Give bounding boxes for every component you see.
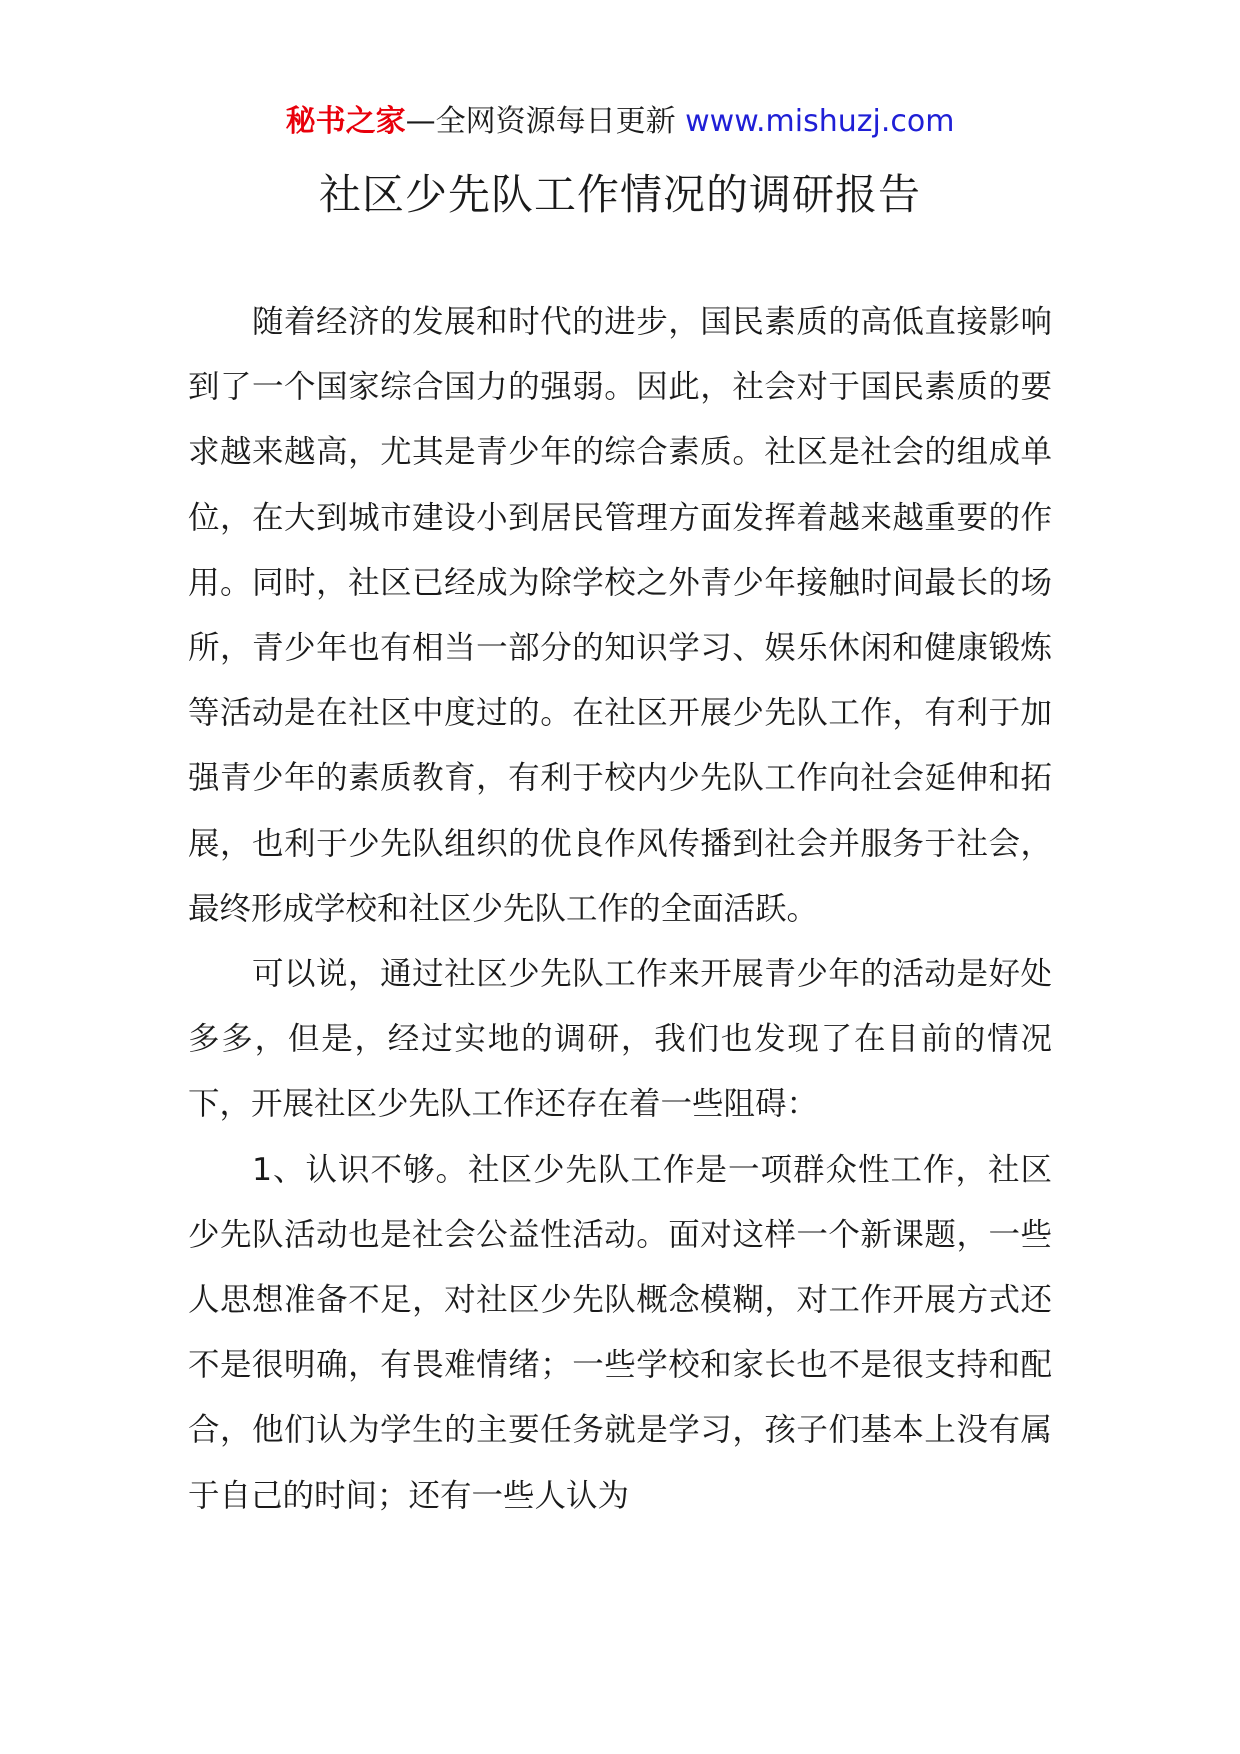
site-brand: 秘书之家: [285, 104, 406, 139]
site-url-link[interactable]: www.mishuzj.com: [685, 104, 955, 139]
paragraph: 随着经济的发展和时代的进步，国民素质的高低直接影响到了一个国家综合国力的强弱。因此，社会对于国民素质的要求越来越高，尤其是青少年的综合素质。社区是社会的组成单位，在大到城市建设小到居民管理方面发挥着越来越重要的作用。同时，社区已经成为除学校之外青少年接触时间最长的场所，青少年也有相当一部分的知识学习、娱乐休闲和健康锻炼等活动是在社区中度过的。在社区开展少先队工作，有利于加强青少年的素质教育，有利于校内少先队工作向社会延伸和拓展，也利于少先队组织的优良作风传播到社会并服务于社会，最终形成学校和社区少先队工作的全面活跃。: [188, 304, 1052, 927]
document-body: [188, 290, 1052, 1529]
paragraph: 1、认识不够。社区少先队工作是一项群众性工作，社区少先队活动也是社会公益性活动。面对这样一个新课题，一些人思想准备不足，对社区少先队概念模糊，对工作开展方式还不是很明确，有畏难情绪；一些学校和家长也不是很支持和配合，他们认为学生的主要任务就是学习，孩子们基本上没有属于自己的时间；还有一些人认为: [188, 1151, 1052, 1514]
document-title: 社区少先队工作情况的调研报告: [318, 170, 921, 219]
site-slogan: —全网资源每日更新: [405, 104, 676, 139]
paragraph: 可以说，通过社区少先队工作来开展青少年的活动是好处多多，但是，经过实地的调研，我们也发现了在目前的情况下，开展社区少先队工作还存在着一些阻碍：: [188, 956, 1052, 1123]
site-banner: [0, 100, 1240, 144]
